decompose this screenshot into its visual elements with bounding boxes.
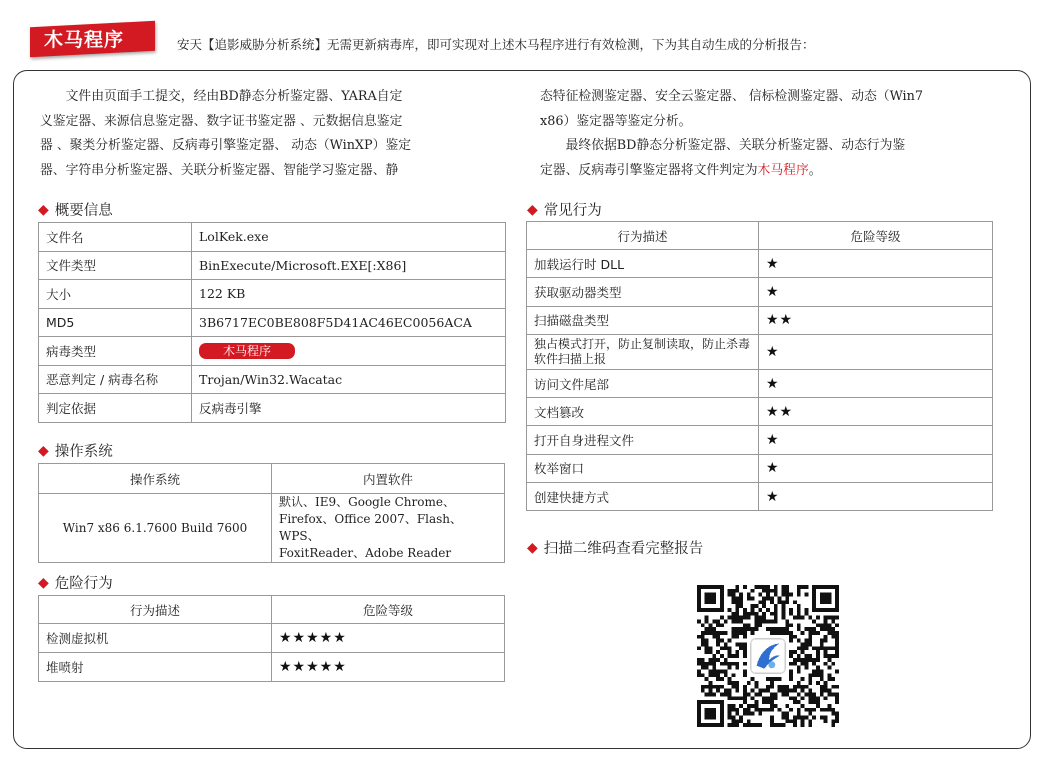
common-desc-header: 行为描述 xyxy=(527,222,759,250)
danger-level-header: 危险等级 xyxy=(272,596,505,624)
overview-title: 概要信息 xyxy=(54,203,113,219)
overview-row xyxy=(39,394,506,423)
behavior-row xyxy=(527,426,993,454)
summary-left xyxy=(40,85,508,183)
finder-top-right xyxy=(812,585,839,612)
software-col-header: 内置软件 xyxy=(272,464,505,494)
overview-label: 恶意判定 / 病毒名称 xyxy=(39,365,192,394)
overview-value-cell xyxy=(192,337,506,366)
behavior-desc: 加载运行时 DLL xyxy=(527,250,759,278)
danger-desc: 检测虚拟机 xyxy=(39,624,272,653)
summary-line: 义鉴定器、来源信息鉴定器、数字证书鉴定器 、元数据信息鉴定 xyxy=(40,113,403,129)
common-level-header: 危险等级 xyxy=(759,222,993,250)
diamond-icon: ◆ xyxy=(527,201,538,218)
overview-heading xyxy=(38,199,113,220)
overview-label: 文件类型 xyxy=(39,251,192,280)
summary-line: x86）鉴定器等鉴定分析。 xyxy=(540,113,692,129)
overview-value: 反病毒引擎 xyxy=(192,394,506,423)
behavior-row xyxy=(527,454,993,482)
overview-label: 文件名 xyxy=(39,223,192,252)
qr-logo xyxy=(751,639,786,674)
behavior-row xyxy=(527,250,993,278)
summary-line: 态特征检测鉴定器、安全云鉴定器、 信标检测鉴定器、动态（Win7 xyxy=(540,89,923,104)
summary-line: 最终依据BD静态分析鉴定器、关联分析鉴定器、动态行为鉴 xyxy=(540,138,906,153)
summary-right xyxy=(540,85,1008,183)
behavior-level: ★ xyxy=(759,334,993,369)
danger-heading xyxy=(38,572,113,593)
danger-title: 危险行为 xyxy=(54,576,113,592)
behavior-level: ★ xyxy=(759,250,993,278)
behavior-desc: 创建快捷方式 xyxy=(527,483,759,511)
overview-value: Trojan/Win32.Wacatac xyxy=(192,365,506,394)
verdict-text: 木马程序 xyxy=(757,162,809,178)
behavior-level: ★ xyxy=(759,483,993,511)
behavior-row xyxy=(527,278,993,306)
behavior-level: ★★ xyxy=(759,306,993,334)
diamond-icon: ◆ xyxy=(38,442,49,459)
common-title: 常见行为 xyxy=(543,203,602,219)
overview-row xyxy=(39,251,506,280)
qr-heading xyxy=(527,537,703,558)
behavior-desc: 扫描磁盘类型 xyxy=(527,306,759,334)
summary-line xyxy=(540,159,1008,184)
virus-type-badge: 木马程序 xyxy=(199,343,295,359)
software-line: FoxitReader、Adobe Reader xyxy=(279,546,452,560)
verdict-prefix: 定器、反病毒引擎鉴定器将文件判定为 xyxy=(540,162,758,178)
behavior-row xyxy=(527,334,993,369)
behavior-desc: 独占模式打开，防止复制读取，防止杀毒软件扫描上报 xyxy=(527,334,759,369)
behavior-row xyxy=(527,306,993,334)
behavior-level: ★ xyxy=(759,278,993,306)
overview-value: BinExecute/Microsoft.EXE[:X86] xyxy=(192,251,506,280)
overview-label: 大小 xyxy=(39,280,192,309)
finder-bottom-left xyxy=(697,700,724,727)
qr-title: 扫描二维码查看完整报告 xyxy=(543,541,704,557)
overview-value: 122 KB xyxy=(192,280,506,309)
overview-label: MD5 xyxy=(39,308,192,337)
summary-line: 文件由页面手工提交，经由BD静态分析鉴定器、YARA自定 xyxy=(40,89,403,104)
danger-table xyxy=(38,595,505,682)
behavior-desc: 文档篡改 xyxy=(527,398,759,426)
common-heading xyxy=(527,199,602,220)
behavior-desc: 枚举窗口 xyxy=(527,454,759,482)
overview-row xyxy=(39,223,506,252)
overview-row xyxy=(39,365,506,394)
behavior-desc: 访问文件尾部 xyxy=(527,369,759,397)
verdict-suffix: 。 xyxy=(808,162,822,178)
overview-label: 病毒类型 xyxy=(39,337,192,366)
behavior-level: ★ xyxy=(759,454,993,482)
software-line: Firefox、Office 2007、Flash、WPS、 xyxy=(279,512,463,543)
overview-row xyxy=(39,337,506,366)
tag-label: 木马程序 xyxy=(44,29,125,51)
diamond-icon: ◆ xyxy=(38,574,49,591)
diamond-icon: ◆ xyxy=(527,539,538,556)
software-value xyxy=(272,494,505,563)
danger-desc-header: 行为描述 xyxy=(39,596,272,624)
behavior-row xyxy=(527,483,993,511)
overview-label: 判定依据 xyxy=(39,394,192,423)
behavior-desc: 打开自身进程文件 xyxy=(527,426,759,454)
behavior-level: ★ xyxy=(759,369,993,397)
os-heading xyxy=(38,440,113,461)
os-title: 操作系统 xyxy=(54,444,113,460)
behavior-row xyxy=(527,369,993,397)
behavior-level: ★ xyxy=(759,426,993,454)
os-col-header: 操作系统 xyxy=(39,464,272,494)
summary-line: 器 、聚类分析鉴定器、反病毒引擎鉴定器、 动态（WinXP）鉴定 xyxy=(40,138,412,153)
software-line: 默认、IE9、Google Chrome、 xyxy=(279,495,455,509)
danger-level: ★★★★★ xyxy=(272,624,505,653)
common-table xyxy=(526,221,993,511)
header-tag xyxy=(30,18,160,58)
behavior-row xyxy=(527,398,993,426)
os-value: Win7 x86 6.1.7600 Build 7600 xyxy=(39,494,272,563)
finder-top-left xyxy=(697,585,724,612)
overview-row xyxy=(39,308,506,337)
summary-line: 器、字符串分析鉴定器、关联分析鉴定器、智能学习鉴定器、静 xyxy=(40,162,399,178)
behavior-desc: 获取驱动器类型 xyxy=(527,278,759,306)
danger-level: ★★★★★ xyxy=(272,653,505,682)
qr-code[interactable] xyxy=(697,585,839,727)
os-table xyxy=(38,463,505,563)
overview-value: 3B6717EC0BE808F5D41AC46EC0056ACA xyxy=(192,308,506,337)
overview-row xyxy=(39,280,506,309)
overview-value: LolKek.exe xyxy=(192,223,506,252)
overview-table xyxy=(38,222,506,423)
behavior-level: ★★ xyxy=(759,398,993,426)
danger-desc: 堆喷射 xyxy=(39,653,272,682)
diamond-icon: ◆ xyxy=(38,201,49,218)
intro-text: 安天【追影威胁分析系统】无需更新病毒库，即可实现对上述木马程序进行有效检测，下为其自动生成的分析报告： xyxy=(177,37,815,52)
